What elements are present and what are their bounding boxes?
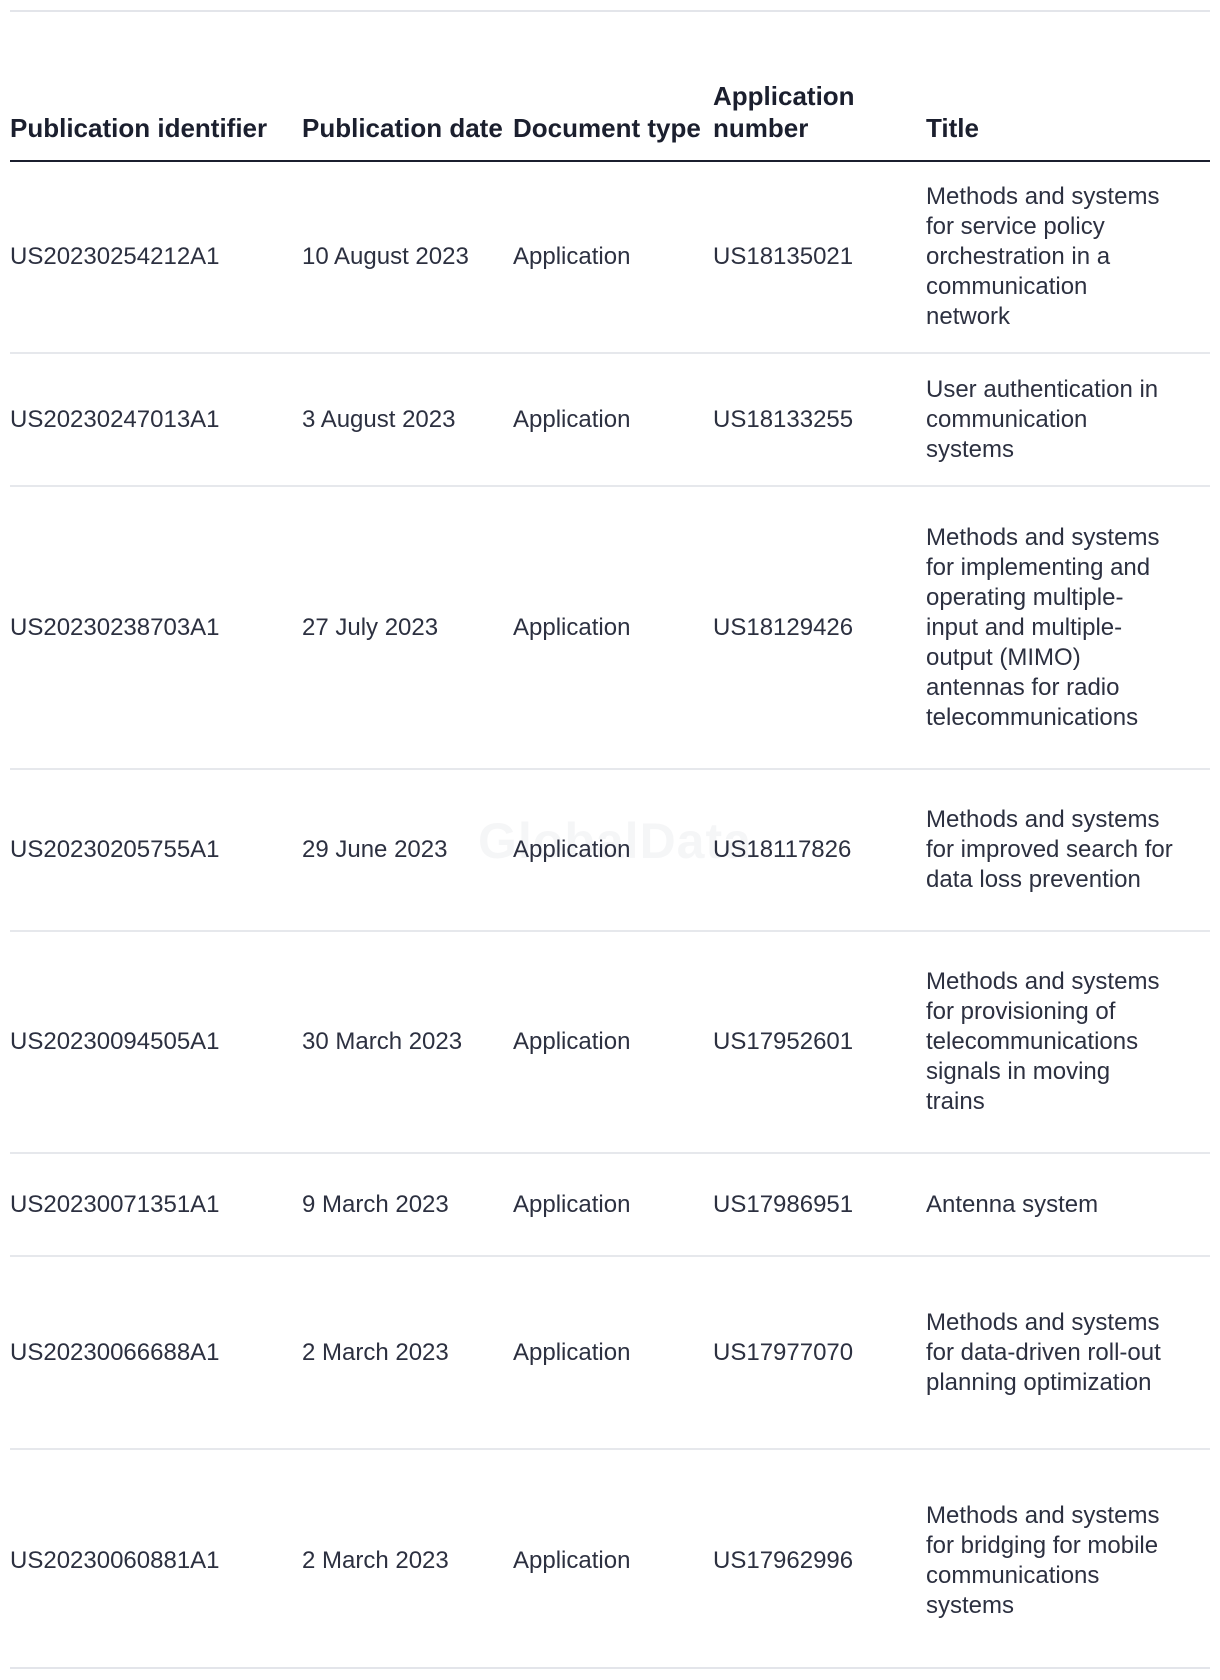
- cell-application-number: US18117826: [713, 769, 926, 931]
- cell-document-type: Application: [513, 769, 713, 931]
- table-header: [10, 80, 1210, 161]
- cell-document-type: Application: [513, 353, 713, 486]
- table-row: [10, 931, 1210, 1153]
- header-publication-identifier: Publication identifier: [10, 80, 302, 161]
- cell-application-number: US18129426: [713, 486, 926, 769]
- cell-document-type: Application: [513, 486, 713, 769]
- cell-publication-date: 29 June 2023: [302, 769, 513, 931]
- cell-publication-identifier: US20230247013A1: [10, 353, 302, 486]
- cell-publication-date: 27 July 2023: [302, 486, 513, 769]
- table-row: [10, 769, 1210, 931]
- top-divider: [10, 10, 1210, 12]
- cell-publication-date: 3 August 2023: [302, 353, 513, 486]
- cell-application-number: US17977070: [713, 1256, 926, 1449]
- patents-table: [10, 80, 1210, 1671]
- cell-document-type: Application: [513, 931, 713, 1153]
- cell-application-number: US17986951: [713, 1153, 926, 1256]
- table-body: [10, 161, 1210, 1671]
- cell-application-number: US18133255: [713, 353, 926, 486]
- cell-title: Methods and systems for data-driven roll-out planning optimization: [926, 1256, 1210, 1449]
- cell-title: Methods and systems for service policy orchestration in a communication network: [926, 161, 1210, 353]
- table-row: [10, 161, 1210, 353]
- table-row: [10, 353, 1210, 486]
- cell-publication-date: 2 March 2023: [302, 1256, 513, 1449]
- cell-publication-identifier: US20230060881A1: [10, 1546, 220, 1574]
- cell-application-number: US18135021: [713, 161, 926, 353]
- table-row: [10, 1153, 1210, 1256]
- cell-title: Methods and systems for provisioning of telecommunications signals in moving trains: [926, 931, 1210, 1153]
- header-application-number: Application number: [713, 80, 926, 161]
- cell-application-number: US17952601: [713, 931, 926, 1153]
- cell-document-type: Application: [513, 1256, 713, 1449]
- cell-publication-identifier: US20230094505A1: [10, 931, 302, 1153]
- cell-title: User authentication in communication systems: [926, 353, 1210, 486]
- cell-title: Methods and systems for bridging for mobile communications systems: [926, 1501, 1160, 1619]
- header-document-type: Document type: [513, 80, 713, 161]
- cell-publication-date: 2 March 2023: [302, 1546, 449, 1574]
- header-row: [10, 80, 1210, 161]
- header-title: Title: [926, 80, 1210, 161]
- cell-publication-date: 30 March 2023: [302, 931, 513, 1153]
- cell-publication-identifier: US20230071351A1: [10, 1153, 302, 1256]
- cell-title: Antenna system: [926, 1153, 1210, 1256]
- cell-document-type: Application: [513, 1153, 713, 1256]
- table-row: [10, 1449, 1210, 1671]
- cell-title: Methods and systems for improved search for data loss prevention: [926, 769, 1210, 931]
- cell-publication-identifier: US20230205755A1: [10, 769, 302, 931]
- cell-publication-date: 9 March 2023: [302, 1153, 513, 1256]
- cell-publication-identifier: US20230066688A1: [10, 1256, 302, 1449]
- cell-publication-identifier: US20230254212A1: [10, 161, 302, 353]
- table-row: [10, 486, 1210, 769]
- cell-application-number: US17962996: [713, 1546, 854, 1574]
- cell-publication-date: 10 August 2023: [302, 161, 513, 353]
- cell-document-type: Application: [513, 161, 713, 353]
- cell-publication-identifier: US20230238703A1: [10, 486, 302, 769]
- cell-document-type: Application: [513, 1546, 631, 1574]
- header-publication-date: Publication date: [302, 80, 513, 161]
- cell-title: Methods and systems for implementing and operating multiple-input and multiple-output (MIMO) antennas for radio telecommunications: [926, 486, 1210, 769]
- table-row: [10, 1256, 1210, 1449]
- bottom-divider: [10, 1667, 1210, 1669]
